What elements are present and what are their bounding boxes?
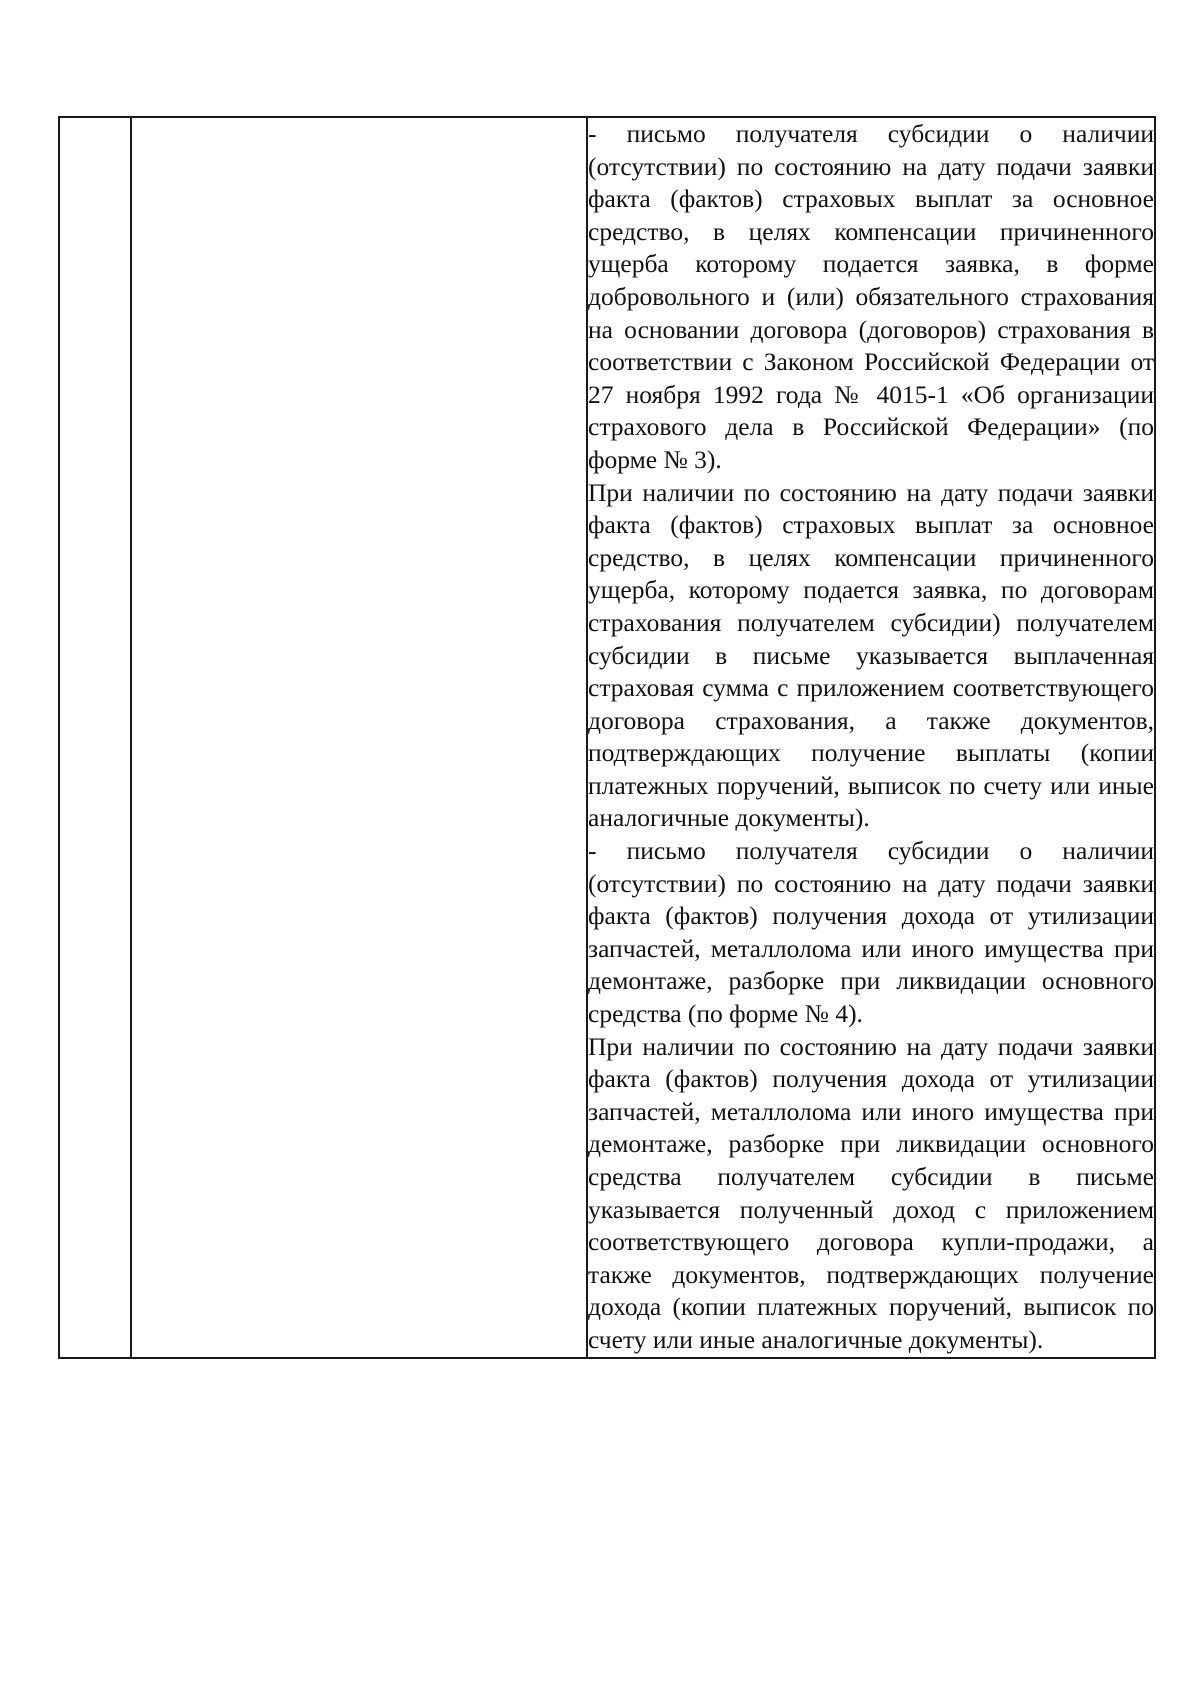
paragraph-insurance-details: При наличии по состоянию на дату подачи заявки факта (фактов) страховых выплат за основное средство, в целях компенсации причиненного ущерба, которому подается заявка, по договорам страхования получателем субсидии) получателем субсидии в письме указывается выплаченная страховая сумма с приложением соответствующего договора страхования, а также документов, подтверждающих получение выплаты (копии платежных поручений, выписок по счету или иные аналогичные документы). <box>588 477 1154 833</box>
row-number-cell <box>59 117 131 1358</box>
paragraph-income-letter: - письмо получателя субсидии о наличии (отсутствии) по состоянию на дату подачи заявки факта (фактов) получения дохода от утилизации запчастей, металлолома или иного имущества при демонтаже, разборке при ликвидации основного средства (по форме № 4). <box>588 836 1154 1029</box>
paragraph-income-details: При наличии по состоянию на дату подачи заявки факта (фактов) получения дохода от утилизации запчастей, металлолома или иного имущества при демонтаже, разборке при ликвидации основного средства получателем субсидии в письме указывается полученный доход с приложением соответствующего договора купли-продажи, а также документов, подтверждающих получение дохода (копии платежных поручений, выписок по счету или иные аналогичные документы). <box>588 1031 1154 1354</box>
requirements-table <box>58 116 1156 1359</box>
row-name-cell <box>131 117 587 1358</box>
paragraph-insurance-letter: - письмо получателя субсидии о наличии (отсутствии) по состоянию на дату подачи заявки факта (фактов) страховых выплат за основное средство, в целях компенсации причиненного ущерба которому подается заявка, в форме добровольного и (или) обязательного страхования на основании договора (договоров) страхования в соответствии с Законом Российской Федерации от 27 ноября 1992 года № 4015-1 «Об организации страхового дела в Российской Федерации» (по форме № 3). <box>588 119 1154 474</box>
table-row <box>59 117 1155 1358</box>
row-documents-cell <box>587 117 1155 1358</box>
